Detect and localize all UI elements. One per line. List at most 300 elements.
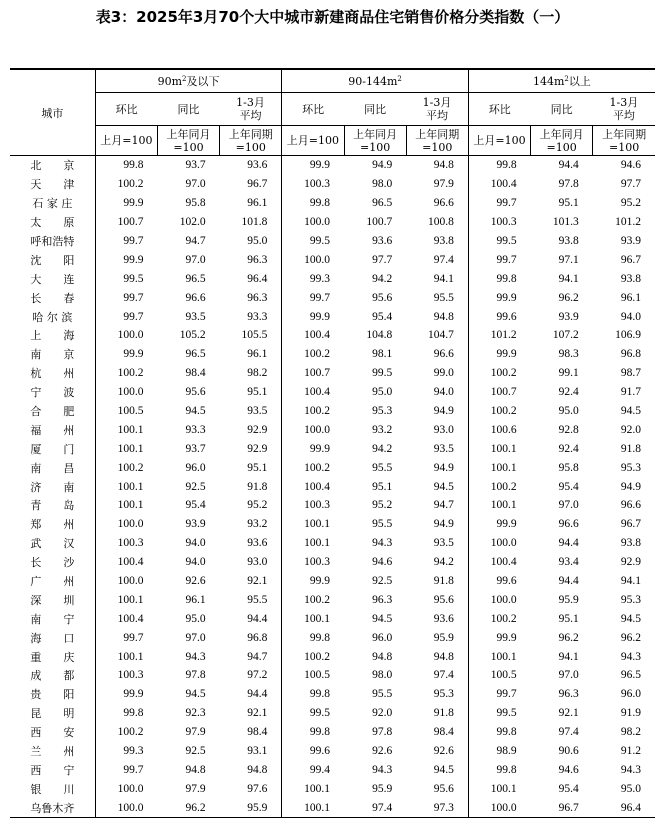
index-value: 100.0 bbox=[95, 798, 157, 817]
index-value: 95.0 bbox=[247, 235, 268, 247]
sub-header-jan-mar-average: 1-3月 平均 bbox=[236, 96, 265, 122]
index-value: 94.5 bbox=[433, 763, 454, 776]
city-name: 长 沙 bbox=[30, 556, 75, 570]
index-value: 95.1 bbox=[247, 386, 268, 399]
city-name: 武 汉 bbox=[30, 537, 75, 551]
table-row bbox=[10, 704, 655, 723]
index-value: 99.9 bbox=[282, 572, 344, 591]
index-value: 96.1 bbox=[247, 348, 268, 361]
table-row bbox=[10, 742, 655, 761]
index-value: 92.6 bbox=[372, 745, 393, 758]
index-value: 100.1 bbox=[468, 439, 530, 458]
index-value: 101.2 bbox=[615, 216, 641, 229]
index-value: 100.2 bbox=[282, 345, 344, 364]
index-value: 92.6 bbox=[185, 575, 206, 588]
city-name: 南 京 bbox=[30, 348, 75, 362]
index-value: 97.4 bbox=[558, 726, 579, 739]
index-value: 92.9 bbox=[620, 556, 641, 569]
index-value: 100.2 bbox=[282, 590, 344, 609]
index-value: 100.2 bbox=[468, 364, 530, 383]
city-name: 南 昌 bbox=[30, 461, 75, 475]
index-value: 93.0 bbox=[433, 423, 454, 436]
index-value: 101.3 bbox=[552, 216, 579, 229]
table-body bbox=[10, 156, 655, 818]
index-value: 94.3 bbox=[372, 537, 393, 550]
index-value: 94.5 bbox=[433, 480, 454, 493]
index-value: 100.1 bbox=[95, 496, 157, 515]
index-value: 99.9 bbox=[95, 685, 157, 704]
index-value: 96.0 bbox=[620, 688, 641, 701]
index-value: 95.3 bbox=[372, 405, 393, 418]
index-value: 99.9 bbox=[95, 345, 157, 364]
index-value: 96.7 bbox=[620, 518, 641, 531]
index-value: 94.1 bbox=[558, 650, 579, 663]
index-value: 94.8 bbox=[433, 159, 454, 172]
index-value: 95.3 bbox=[620, 461, 641, 474]
index-value: 99.5 bbox=[468, 232, 530, 251]
index-value: 94.2 bbox=[372, 442, 393, 455]
index-value: 91.8 bbox=[620, 442, 641, 455]
index-value: 93.0 bbox=[247, 556, 268, 569]
base-header-jan-mar-average: 上年同期 =100 bbox=[220, 126, 282, 156]
index-value: 99.6 bbox=[282, 742, 344, 761]
index-value: 93.7 bbox=[185, 442, 206, 455]
index-value: 92.0 bbox=[620, 423, 641, 436]
index-value: 104.8 bbox=[366, 329, 393, 342]
city-name: 太 原 bbox=[30, 216, 75, 230]
index-value: 96.2 bbox=[620, 631, 641, 644]
index-value: 95.6 bbox=[433, 782, 454, 795]
index-value: 100.0 bbox=[95, 515, 157, 534]
index-value: 94.0 bbox=[433, 386, 454, 399]
index-value: 100.2 bbox=[95, 364, 157, 383]
index-value: 95.6 bbox=[372, 291, 393, 304]
city-name: 天 津 bbox=[30, 178, 75, 192]
index-value: 98.1 bbox=[372, 348, 393, 361]
index-value: 93.3 bbox=[247, 310, 268, 323]
index-value: 95.4 bbox=[372, 310, 393, 323]
index-value: 94.2 bbox=[372, 272, 393, 285]
index-value: 96.6 bbox=[433, 197, 454, 210]
index-value: 100.2 bbox=[282, 647, 344, 666]
index-value: 100.3 bbox=[282, 496, 344, 515]
index-value: 100.1 bbox=[282, 609, 344, 628]
table-row bbox=[10, 402, 655, 421]
city-name: 大 连 bbox=[30, 272, 75, 286]
index-value: 100.7 bbox=[468, 383, 530, 402]
index-value: 94.5 bbox=[185, 405, 206, 418]
index-value: 95.4 bbox=[185, 499, 206, 512]
index-value: 94.7 bbox=[185, 235, 206, 247]
index-value: 94.6 bbox=[372, 556, 393, 569]
city-name: 乌鲁木齐 bbox=[10, 798, 95, 817]
city-name: 哈 尔 滨 bbox=[32, 310, 73, 324]
city-column-header: 城市 bbox=[10, 69, 95, 156]
index-value: 92.8 bbox=[558, 423, 579, 436]
index-value: 94.3 bbox=[620, 763, 641, 776]
city-name: 南 宁 bbox=[30, 612, 75, 626]
index-value: 100.2 bbox=[282, 458, 344, 477]
index-value: 100.7 bbox=[366, 216, 393, 229]
index-value: 99.7 bbox=[95, 232, 157, 251]
index-value: 97.3 bbox=[406, 798, 468, 817]
index-value: 98.0 bbox=[372, 669, 393, 682]
index-value: 97.4 bbox=[433, 253, 454, 266]
index-value: 93.6 bbox=[372, 235, 393, 247]
index-value: 93.8 bbox=[620, 272, 641, 285]
index-value: 99.8 bbox=[468, 156, 530, 175]
index-value: 96.1 bbox=[185, 593, 206, 606]
index-value: 99.9 bbox=[282, 439, 344, 458]
table-row bbox=[10, 326, 655, 345]
index-value: 100.1 bbox=[282, 779, 344, 798]
index-value: 99.9 bbox=[95, 194, 157, 213]
index-value: 99.9 bbox=[95, 250, 157, 269]
table-row bbox=[10, 609, 655, 628]
index-value: 91.8 bbox=[433, 575, 454, 588]
index-value: 91.8 bbox=[433, 707, 454, 720]
index-value: 96.4 bbox=[247, 272, 268, 285]
table-row bbox=[10, 307, 655, 326]
index-value: 96.2 bbox=[157, 798, 219, 817]
index-value: 98.0 bbox=[372, 178, 393, 191]
index-value: 94.4 bbox=[247, 612, 268, 625]
sub-header-row bbox=[10, 93, 655, 126]
index-value: 100.0 bbox=[282, 420, 344, 439]
index-value: 100.1 bbox=[95, 420, 157, 439]
index-value: 99.9 bbox=[282, 156, 344, 175]
index-value: 96.3 bbox=[372, 593, 393, 606]
index-value: 95.1 bbox=[558, 197, 579, 210]
index-value: 93.4 bbox=[558, 556, 579, 569]
index-value: 99.3 bbox=[95, 742, 157, 761]
table-row bbox=[10, 250, 655, 269]
city-name: 西 宁 bbox=[30, 763, 75, 777]
index-value: 97.9 bbox=[185, 726, 206, 739]
city-name: 北 京 bbox=[30, 159, 75, 173]
index-value: 93.8 bbox=[433, 235, 454, 247]
index-value: 99.8 bbox=[468, 269, 530, 288]
index-value: 96.8 bbox=[620, 348, 641, 361]
index-value: 92.5 bbox=[185, 745, 206, 758]
table-row bbox=[10, 515, 655, 534]
index-value: 92.1 bbox=[247, 575, 268, 588]
table-row bbox=[10, 779, 655, 798]
index-value: 93.8 bbox=[558, 235, 579, 247]
index-value: 100.2 bbox=[95, 723, 157, 742]
index-value: 96.7 bbox=[247, 178, 268, 191]
index-value: 96.2 bbox=[558, 631, 579, 644]
index-value: 94.4 bbox=[558, 159, 579, 172]
index-value: 94.1 bbox=[558, 272, 579, 285]
index-value: 94.7 bbox=[433, 499, 454, 512]
table-row bbox=[10, 458, 655, 477]
index-value: 100.6 bbox=[468, 420, 530, 439]
index-value: 99.9 bbox=[468, 515, 530, 534]
city-name: 兰 州 bbox=[30, 745, 75, 759]
index-value: 100.4 bbox=[468, 553, 530, 572]
index-value: 99.8 bbox=[282, 723, 344, 742]
index-value: 94.5 bbox=[185, 688, 206, 701]
table-row bbox=[10, 628, 655, 647]
index-value: 94.0 bbox=[185, 556, 206, 569]
index-value: 93.9 bbox=[558, 310, 579, 323]
table-row bbox=[10, 175, 655, 194]
table-row bbox=[10, 194, 655, 213]
city-name: 海 口 bbox=[30, 631, 75, 645]
index-value: 93.5 bbox=[185, 310, 206, 323]
index-value: 96.5 bbox=[620, 669, 641, 682]
index-value: 96.8 bbox=[247, 631, 268, 644]
index-value: 94.0 bbox=[185, 537, 206, 550]
table-title: 表3：2025年3月70个大中城市新建商品住宅销售价格分类指数（一） bbox=[95, 8, 570, 26]
table-row bbox=[10, 420, 655, 439]
index-value: 95.6 bbox=[433, 593, 454, 606]
index-value: 100.3 bbox=[95, 666, 157, 685]
index-value: 97.0 bbox=[558, 499, 579, 512]
index-value: 92.1 bbox=[247, 707, 268, 720]
index-value: 99.7 bbox=[468, 685, 530, 704]
index-value: 97.2 bbox=[247, 669, 268, 682]
base-header-month-on-month: 上月=100 bbox=[468, 126, 530, 156]
index-value: 96.5 bbox=[185, 348, 206, 361]
city-name: 合 肥 bbox=[30, 405, 75, 419]
table-row bbox=[10, 553, 655, 572]
index-value: 95.5 bbox=[372, 461, 393, 474]
index-value: 99.8 bbox=[282, 194, 344, 213]
index-value: 100.1 bbox=[282, 798, 344, 817]
index-value: 96.0 bbox=[372, 631, 393, 644]
city-name: 长 春 bbox=[30, 291, 75, 305]
base-header-year-on-year: 上年同月 =100 bbox=[344, 126, 406, 156]
index-value: 91.7 bbox=[620, 386, 641, 399]
index-value: 105.2 bbox=[179, 329, 206, 342]
index-value: 100.1 bbox=[468, 496, 530, 515]
index-value: 100.1 bbox=[282, 534, 344, 553]
index-value: 92.3 bbox=[185, 707, 206, 720]
index-value: 101.8 bbox=[241, 216, 268, 229]
sub-header-month-on-month: 环比 bbox=[95, 93, 157, 126]
table-row bbox=[10, 685, 655, 704]
index-value: 98.9 bbox=[468, 742, 530, 761]
index-value: 94.6 bbox=[620, 159, 641, 172]
index-value: 100.1 bbox=[95, 477, 157, 496]
index-value: 96.3 bbox=[247, 253, 268, 266]
index-value: 100.1 bbox=[468, 647, 530, 666]
index-value: 100.0 bbox=[95, 383, 157, 402]
index-value: 94.8 bbox=[372, 650, 393, 663]
index-value: 94.9 bbox=[433, 518, 454, 531]
index-value: 99.7 bbox=[95, 288, 157, 307]
index-value: 99.8 bbox=[282, 628, 344, 647]
index-value: 94.8 bbox=[185, 763, 206, 776]
sub-header-year-on-year: 同比 bbox=[550, 102, 573, 116]
group-header-90-144: $90-144m^2$ bbox=[282, 69, 469, 93]
table-row bbox=[10, 590, 655, 609]
index-value: 100.4 bbox=[282, 326, 344, 345]
index-value: 97.0 bbox=[185, 253, 206, 266]
index-value: 105.5 bbox=[241, 329, 268, 342]
index-value: 96.0 bbox=[185, 461, 206, 474]
table-row bbox=[10, 723, 655, 742]
index-value: 100.1 bbox=[468, 458, 530, 477]
price-index-table bbox=[10, 68, 655, 818]
group-header-144-above: $144m^2$以上 bbox=[468, 69, 655, 93]
city-name: 宁 波 bbox=[30, 386, 75, 400]
index-value: 93.9 bbox=[620, 235, 641, 247]
index-value: 99.3 bbox=[282, 269, 344, 288]
index-value: 94.8 bbox=[433, 310, 454, 323]
city-name: 郑 州 bbox=[30, 518, 75, 532]
index-value: 96.6 bbox=[558, 518, 579, 531]
table-row bbox=[10, 269, 655, 288]
index-value: 104.7 bbox=[428, 329, 454, 342]
index-value: 95.6 bbox=[185, 386, 206, 399]
index-value: 91.8 bbox=[247, 480, 268, 493]
table-row bbox=[10, 798, 655, 817]
index-value: 93.2 bbox=[372, 423, 393, 436]
city-name: 青 岛 bbox=[30, 499, 75, 513]
group-header-90-below: $90m^2$及以下 bbox=[95, 69, 282, 93]
base-header-year-on-year: 上年同月 =100 bbox=[531, 126, 593, 156]
index-value: 95.2 bbox=[372, 499, 393, 512]
base-header-jan-mar-average: 上年同期 =100 bbox=[406, 126, 468, 156]
index-value: 94.7 bbox=[247, 650, 268, 663]
table-row bbox=[10, 534, 655, 553]
index-value: 95.8 bbox=[185, 197, 206, 210]
index-value: 95.3 bbox=[620, 593, 641, 606]
index-value: 95.5 bbox=[372, 688, 393, 701]
city-name: 沈 阳 bbox=[30, 253, 75, 267]
index-value: 97.0 bbox=[185, 178, 206, 191]
index-value: 100.4 bbox=[282, 383, 344, 402]
index-value: 106.9 bbox=[615, 329, 641, 342]
index-value: 99.5 bbox=[372, 367, 393, 380]
index-value: 94.4 bbox=[558, 575, 579, 588]
index-value: 95.9 bbox=[558, 593, 579, 606]
index-value: 100.0 bbox=[95, 572, 157, 591]
sub-header-year-on-year: 同比 bbox=[364, 102, 387, 116]
index-value: 94.4 bbox=[558, 537, 579, 550]
index-value: 99.9 bbox=[468, 288, 530, 307]
index-value: 94.9 bbox=[433, 405, 454, 418]
index-value: 92.4 bbox=[558, 386, 579, 399]
city-name: 银 川 bbox=[30, 782, 75, 796]
index-value: 91.2 bbox=[620, 745, 641, 758]
index-value: 100.1 bbox=[468, 779, 530, 798]
index-value: 95.9 bbox=[433, 631, 454, 644]
index-value: 96.2 bbox=[558, 291, 579, 304]
index-value: 95.9 bbox=[220, 798, 282, 817]
index-value: 100.1 bbox=[95, 647, 157, 666]
index-value: 99.4 bbox=[282, 761, 344, 780]
sub-header-month-on-month: 环比 bbox=[282, 93, 344, 126]
index-value: 97.0 bbox=[558, 669, 579, 682]
index-value: 100.0 bbox=[95, 779, 157, 798]
index-value: 94.9 bbox=[620, 480, 641, 493]
index-value: 100.5 bbox=[468, 666, 530, 685]
index-value: 100.8 bbox=[428, 216, 454, 229]
index-value: 92.4 bbox=[558, 442, 579, 455]
index-value: 94.9 bbox=[372, 159, 393, 172]
table-row bbox=[10, 572, 655, 591]
index-value: 101.2 bbox=[468, 326, 530, 345]
index-value: 96.1 bbox=[247, 197, 268, 210]
index-value: 97.7 bbox=[620, 178, 641, 191]
index-value: 97.9 bbox=[185, 782, 206, 795]
index-value: 100.1 bbox=[95, 439, 157, 458]
city-name: 上 海 bbox=[30, 329, 75, 343]
index-value: 99.9 bbox=[282, 307, 344, 326]
city-name: 西 安 bbox=[30, 726, 75, 740]
index-value: 98.7 bbox=[620, 367, 641, 380]
table-row bbox=[10, 439, 655, 458]
index-value: 95.5 bbox=[247, 593, 268, 606]
city-name: 成 都 bbox=[30, 669, 75, 683]
index-value: 100.0 bbox=[95, 326, 157, 345]
index-value: 95.1 bbox=[372, 480, 393, 493]
index-value: 94.3 bbox=[185, 650, 206, 663]
city-name: 石 家 庄 bbox=[32, 197, 73, 211]
index-value: 92.9 bbox=[247, 442, 268, 455]
table-row bbox=[10, 364, 655, 383]
index-value: 98.4 bbox=[433, 726, 454, 739]
index-value: 93.1 bbox=[247, 745, 268, 758]
index-value: 100.0 bbox=[468, 534, 530, 553]
sub-header-jan-mar-average: 1-3月 平均 bbox=[422, 96, 452, 122]
sub-header-month-on-month: 环比 bbox=[468, 93, 530, 126]
index-value: 96.3 bbox=[558, 688, 579, 701]
index-value: 99.0 bbox=[433, 367, 454, 380]
index-value: 92.1 bbox=[558, 707, 579, 720]
index-value: 99.8 bbox=[95, 704, 157, 723]
index-value: 100.0 bbox=[468, 590, 530, 609]
index-value: 93.5 bbox=[433, 442, 454, 455]
base-header-month-on-month: 上月=100 bbox=[95, 126, 157, 156]
index-value: 96.7 bbox=[531, 798, 593, 817]
index-value: 99.6 bbox=[468, 307, 530, 326]
city-name: 重 庆 bbox=[30, 650, 75, 664]
table-row bbox=[10, 383, 655, 402]
index-value: 99.6 bbox=[468, 572, 530, 591]
index-value: 93.5 bbox=[247, 405, 268, 418]
index-value: 92.5 bbox=[372, 575, 393, 588]
index-value: 96.5 bbox=[185, 272, 206, 285]
index-value: 100.7 bbox=[95, 213, 157, 232]
index-value: 99.5 bbox=[282, 704, 344, 723]
index-value: 95.2 bbox=[620, 197, 641, 210]
table-row bbox=[10, 647, 655, 666]
index-value: 95.4 bbox=[558, 480, 579, 493]
index-value: 94.5 bbox=[620, 405, 641, 418]
index-value: 96.6 bbox=[433, 348, 454, 361]
index-value: 100.2 bbox=[95, 175, 157, 194]
index-value: 97.4 bbox=[344, 798, 406, 817]
index-value: 99.9 bbox=[468, 628, 530, 647]
index-value: 95.5 bbox=[433, 291, 454, 304]
index-value: 94.8 bbox=[247, 763, 268, 776]
index-value: 94.6 bbox=[558, 763, 579, 776]
sub-header-year-on-year: 同比 bbox=[177, 102, 200, 116]
index-value: 100.5 bbox=[282, 666, 344, 685]
index-value: 93.6 bbox=[247, 537, 268, 550]
index-value: 99.7 bbox=[468, 194, 530, 213]
table-row bbox=[10, 213, 655, 232]
index-value: 95.0 bbox=[558, 405, 579, 418]
index-value: 97.8 bbox=[558, 178, 579, 191]
index-value: 99.8 bbox=[282, 685, 344, 704]
index-value: 96.5 bbox=[372, 197, 393, 210]
